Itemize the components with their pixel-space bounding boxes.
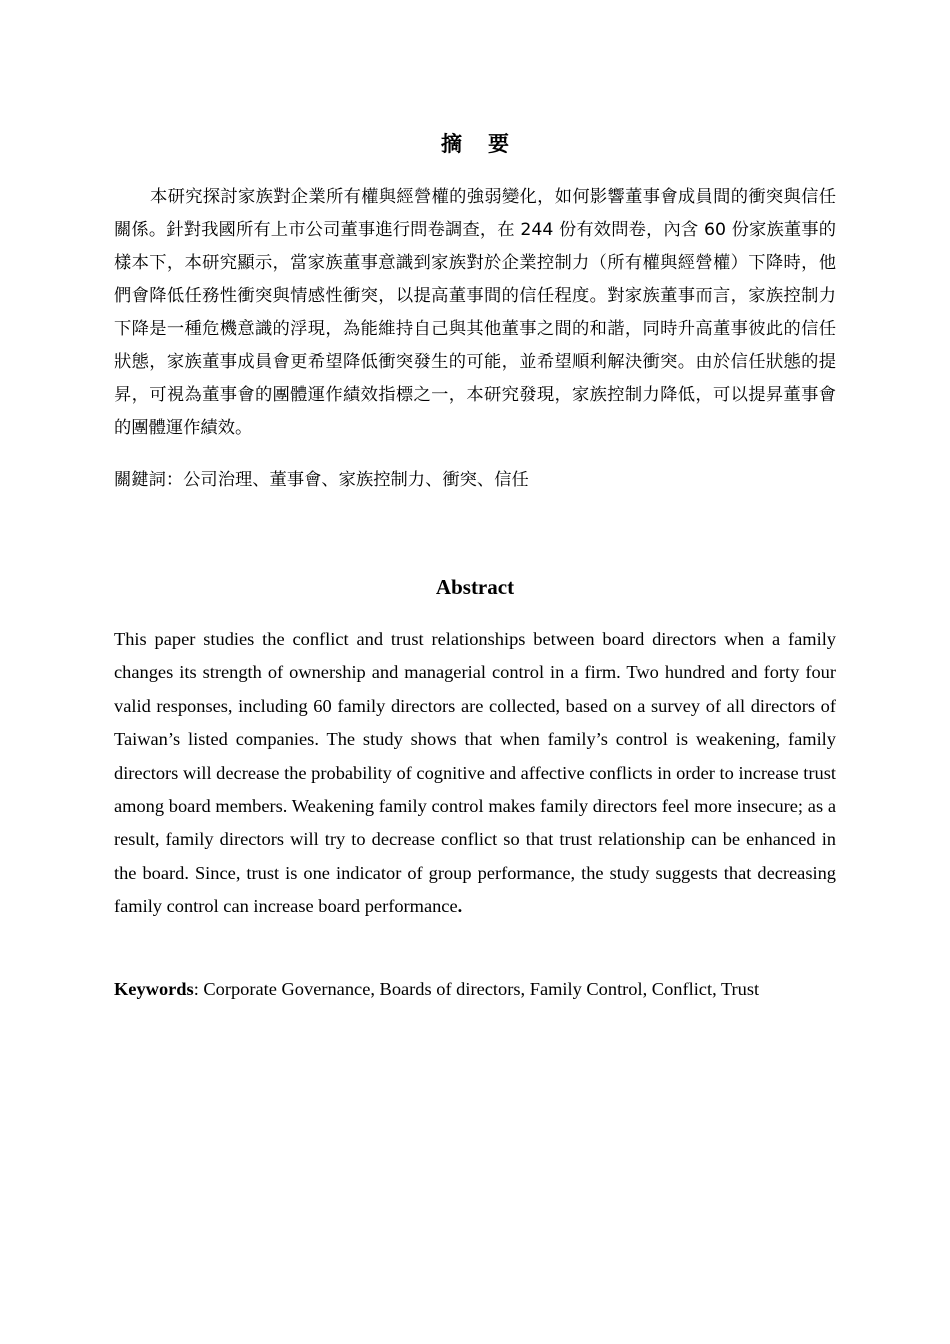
chinese-keywords: 關鍵詞：公司治理、董事會、家族控制力、衝突、信任 — [114, 470, 529, 490]
chinese-abstract-body: 本研究探討家族對企業所有權與經營權的強弱變化，如何影響董事會成員間的衝突與信任關係。針對我國所有上市公司董事進行問卷調查，在 244 份有效問卷，內含 60 份家族董事的樣本下，本研究顯示，當家族董事意識到家族對於企業控制力（所有權與經營權）下降時，他們會降低任務性衝突與情感性衝突，以提高董事間的信任程度。對家族董事而言，家族控制力下降是一種危機意識的浮現，為能維持自己與其他董事之間的和諧，同時升高董事彼此的信任狀態，家族董事成員會更希望降低衝突發生的可能，並希望順利解決衝突。由於信任狀態的提昇，可視為董事會的團體運作績效指標之一，本研究發現，家族控制力降低，可以提昇董事會的團體運作績效。 — [114, 187, 836, 438]
english-keywords — [114, 974, 836, 1004]
english-keywords-list: : Corporate Governance, Boards of directors, Family Control, Conflict, Trust — [193, 979, 760, 999]
english-abstract-text: This paper studies the conflict and trust relationships between board directors when a family changes its strength of ownership and managerial control in a firm. Two hundred and forty four valid responses, including 60 family directors are collected, based on a survey of all directors of Taiwan’s listed companies. The study shows that when family’s control is weakening, family directors will decrease the probability of cognitive and affective conflicts in order to increase trust among board members. Weakening family control makes family directors feel more insecure; as a result, family directors will try to decrease conflict so that trust relationship can be enhanced in the board. Since, trust is one indicator of group performance, the study suggests that decreasing family control can increase board performance — [114, 629, 836, 917]
english-keywords-label: Keywords — [114, 979, 194, 999]
chinese-abstract-title: 摘要 — [441, 131, 535, 156]
english-abstract-title: Abstract — [435, 575, 515, 599]
english-abstract-final-period: . — [457, 896, 463, 917]
english-abstract-body — [114, 623, 836, 924]
